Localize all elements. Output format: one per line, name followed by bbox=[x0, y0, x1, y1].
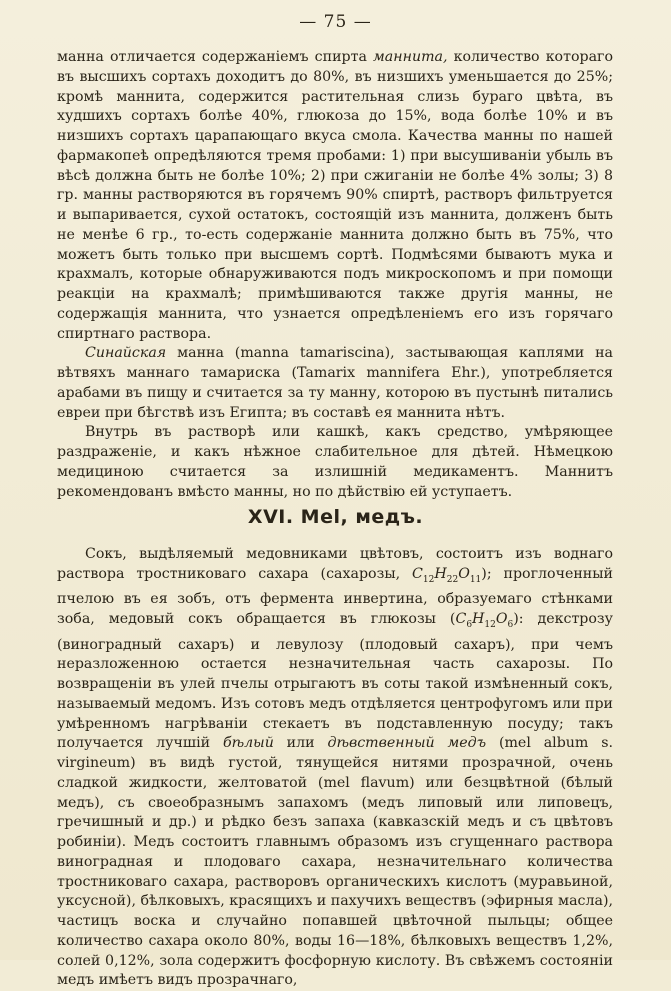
formula-part: C bbox=[412, 565, 423, 582]
italic-term: Синайская bbox=[85, 345, 167, 362]
italic-term: маннита, bbox=[373, 49, 448, 65]
paragraph-manna-usage bbox=[57, 423, 613, 502]
text-block-manna bbox=[57, 48, 613, 502]
text-block-honey bbox=[57, 545, 613, 991]
formula-part: C bbox=[455, 611, 467, 628]
text-run: или bbox=[273, 735, 328, 752]
text-run: (mel album s. virgineum) въ видѣ густой, тянущейся нитями прозрачной, очень сладкой жидкости, желтоватой (mel flavum) или безцвѣтной (бѣлый медъ), съ своеобразнымъ запахомъ (медъ липовый или липовецъ, гречишный и др.) и рѣдко безъ запаха (кавказскiй медъ и съ цвѣтовъ робинiи). Медъ состоитъ главнымъ образомъ изъ сгущеннаго раствора виноградная и плодоваго сахара, незначительнаго количества тростниковаго сахара, растворовъ органическихъ кислотъ (муравьиной, уксусной), бѣлковыхъ, красящихъ и пахучихъ веществъ (эфирныя масла), частицъ воска и случайно попавшей цвѣточной пыльцы; общее количество сахара около 80%, воды 16—18%, бѣлковыхъ веществъ 1,2%, солей 0,12%, зола содержитъ фосфорную кислоту. Въ свѣжемъ состоянiи медъ имѣетъ видъ прозрачнаго, bbox=[57, 735, 613, 989]
text-run: манна отличается содержанiемъ спирта bbox=[57, 49, 374, 65]
page-number: — 75 — bbox=[299, 12, 372, 32]
formula-subscript: 22 bbox=[446, 574, 459, 585]
text-run: ); проглоченный пчелою въ ея зобъ, отъ фермента инвертина, образуемаго стѣнками зоба, медовый сокъ обращается въ глюкозы ( bbox=[57, 565, 614, 628]
formula-subscript: 11 bbox=[469, 574, 482, 585]
italic-term: бѣлый bbox=[222, 735, 274, 752]
paragraph-honey bbox=[57, 545, 613, 991]
formula-subscript: 6 bbox=[507, 619, 514, 630]
formula-subscript: 6 bbox=[466, 619, 473, 630]
formula-part: O bbox=[458, 565, 470, 582]
text-run: количество котораго въ высшихъ сортахъ доходитъ до 80%, въ низшихъ уменьшается до 25%; кромѣ маннита, содержится растительная слизь бураго цвѣта, въ худшихъ сортахъ болѣе 40%, глюкоза до 15%, вода болѣе 10% и въ низшихъ сортахъ царапающаго вкуса смола. Качества манны по нашей фармакопеѣ опредѣляются тремя пробами: 1) при высушиванiи убыль въ вѣсѣ должна быть не болѣе 10%; 2) при сжиганiи не болѣе 4% золы; 3) 8 гр. манны растворяются въ горячемъ 90% спиртѣ, растворъ фильтруется и выпаривается, сухой остатокъ, состоящiй изъ маннита, долженъ быть не менѣе 6 гр., то-есть содержанiе маннита должно быть въ 75%, что можетъ быть только при высшемъ сортѣ. Подмѣсями бываютъ мука и крахмалъ, которые обнаруживаются подъ микроскопомъ и при помощи реакцiи на крахмалѣ; примѣшиваются также другiя манны, не содержащiя маннита, что узнается опредѣленiемъ его изъ горячаго спиртнаго раствора. bbox=[57, 49, 614, 342]
formula-part: H bbox=[472, 611, 485, 628]
formula-part: H bbox=[434, 565, 447, 582]
text-run: Сокъ, выдѣляемый медовниками цвѣтовъ, состоитъ изъ воднаго раствора тростниковаго сахара (сахарозы, bbox=[57, 546, 613, 582]
text-run: манна (manna tamariscina), застывающая каплями на вѣтвяхъ маннаго тамариска (Tamarix mannifera Ehr.), употребляется арабами въ пищу и считается за ту манну, которою въ пустынѣ питались евреи при бѣгствѣ изъ Египта; въ составѣ ея маннита нѣтъ. bbox=[57, 345, 613, 421]
formula-subscript: 12 bbox=[484, 619, 496, 630]
section-heading: XVI. Mel, медъ. bbox=[247, 506, 424, 528]
formula-part: O bbox=[495, 611, 508, 628]
formula-subscript: 12 bbox=[422, 574, 435, 585]
paragraph-manna-composition bbox=[57, 48, 613, 344]
text-run: Внутрь въ растворѣ или кашкѣ, какъ средство, умѣряющее раздраженiе, и какъ нѣжное слабительное для дѣтей. Нѣмецкою медициною считается за излишнiй медикаментъ. Маннитъ рекомендованъ вмѣсто манны, но по дѣйствiю ей уступаетъ. bbox=[57, 424, 613, 500]
italic-term: дѣвственный медъ bbox=[327, 735, 487, 752]
paragraph-sinai-manna bbox=[57, 344, 613, 423]
text-run: ): декстрозу (виноградный сахаръ) и левулозу (плодовый сахаръ), при чемъ неразложенною остается незначительная часть сахарозы. По возвращенiи въ улей пчелы отрыгаютъ въ соты такой измѣненный сокъ, называемый медомъ. Изъ сотовъ медъ отдѣляется центрофугомъ или при умѣренномъ нагрѣванiи стекаетъ въ подставленную посуду; такъ получается лучшiй bbox=[57, 611, 614, 752]
